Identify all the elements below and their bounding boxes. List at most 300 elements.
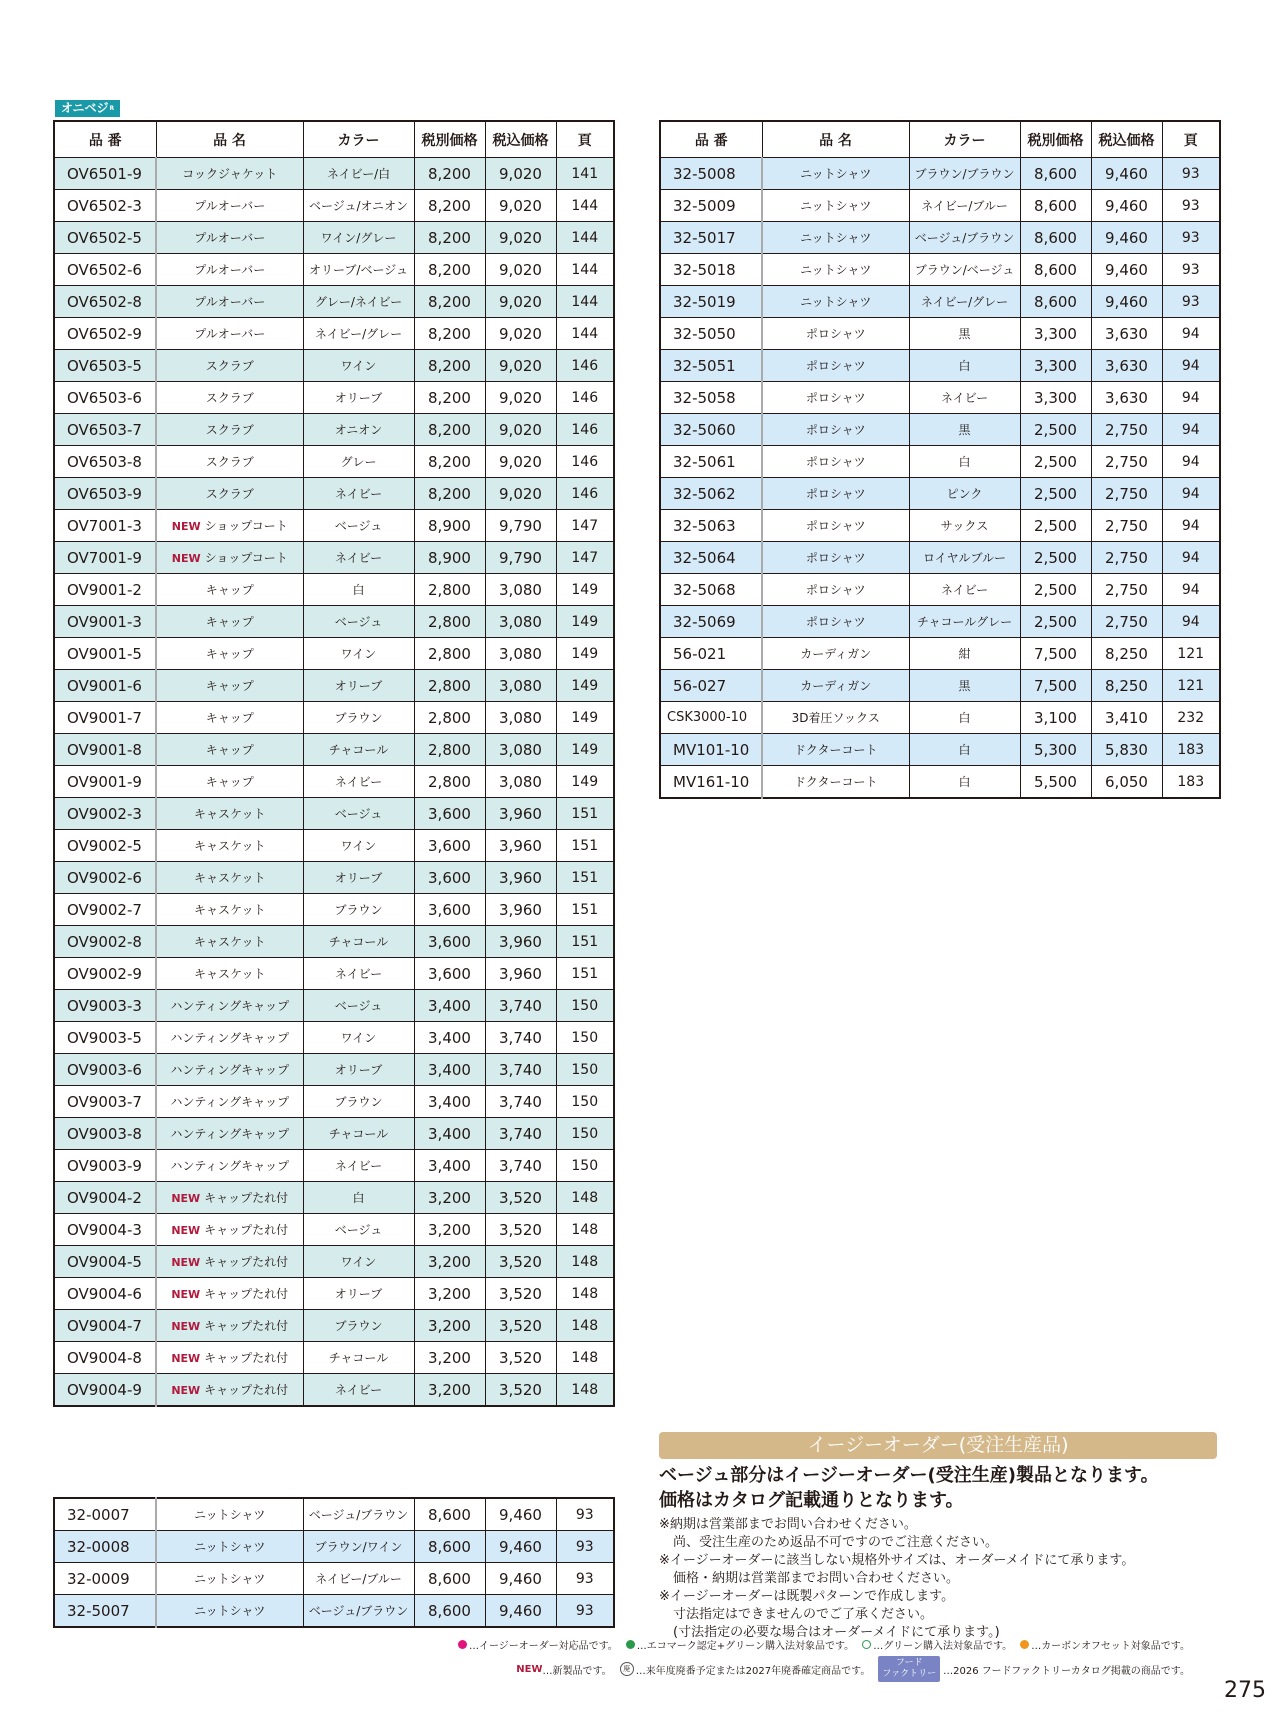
table-row	[54, 254, 614, 286]
price-excl-tax: 8,600	[414, 1563, 485, 1595]
catalog-page: 146	[556, 478, 614, 510]
page-number: 275	[1224, 1678, 1266, 1703]
price-excl-tax: 8,600	[414, 1531, 485, 1563]
product-code: OV9004-2	[54, 1182, 156, 1214]
product-code: OV6502-5	[54, 222, 156, 254]
product-name: ニットシャツ	[156, 1595, 303, 1628]
table-row	[660, 670, 1220, 702]
product-code: OV9002-8	[54, 926, 156, 958]
price-incl-tax: 3,520	[485, 1214, 556, 1246]
product-color: オリーブ	[303, 382, 414, 414]
product-name: プルオーバー	[156, 190, 303, 222]
table-row	[54, 318, 614, 350]
product-code: 32-5017	[660, 222, 762, 254]
product-color: ベージュ	[303, 606, 414, 638]
price-incl-tax: 9,020	[485, 414, 556, 446]
product-code: MV101-10	[660, 734, 762, 766]
product-code: OV6502-3	[54, 190, 156, 222]
legend-row-2	[508, 1656, 1190, 1682]
product-code: 32-5069	[660, 606, 762, 638]
product-name: ポロシャツ	[762, 318, 909, 350]
product-code: OV6502-6	[54, 254, 156, 286]
new-badge: NEW	[171, 1224, 201, 1237]
product-color: 黒	[909, 414, 1020, 446]
product-name: スクラブ	[156, 382, 303, 414]
product-code: 32-0008	[54, 1531, 156, 1563]
product-name: ハンティングキャップ	[156, 1022, 303, 1054]
product-color: ピンク	[909, 478, 1020, 510]
header-tax-price: 税込価格	[1091, 121, 1162, 158]
table-row	[54, 766, 614, 798]
header-color: カラー	[909, 121, 1020, 158]
product-name: ニットシャツ	[762, 222, 909, 254]
legend-item-green-purchase: …グリーン購入法対象品です。	[862, 1637, 1012, 1652]
table-row	[54, 958, 614, 990]
price-incl-tax: 9,020	[485, 382, 556, 414]
price-incl-tax: 2,750	[1091, 510, 1162, 542]
product-code: OV6503-5	[54, 350, 156, 382]
table-row	[54, 1086, 614, 1118]
price-excl-tax: 2,800	[414, 702, 485, 734]
catalog-page: 94	[1162, 574, 1220, 606]
catalog-page: 94	[1162, 606, 1220, 638]
price-incl-tax: 3,080	[485, 766, 556, 798]
catalog-page: 149	[556, 638, 614, 670]
product-name: NEW ショップコート	[156, 510, 303, 542]
price-incl-tax: 3,960	[485, 798, 556, 830]
product-color: ワイン	[303, 350, 414, 382]
price-excl-tax: 8,900	[414, 510, 485, 542]
product-name: NEW キャップたれ付	[156, 1374, 303, 1407]
product-color: ワイン	[303, 638, 414, 670]
product-code: OV9004-5	[54, 1246, 156, 1278]
table-row	[660, 734, 1220, 766]
catalog-page: 148	[556, 1310, 614, 1342]
price-incl-tax: 3,630	[1091, 318, 1162, 350]
product-color: ベージュ/ブラウン	[909, 222, 1020, 254]
table-row	[660, 446, 1220, 478]
catalog-page: 94	[1162, 510, 1220, 542]
price-excl-tax: 2,800	[414, 638, 485, 670]
price-incl-tax: 3,520	[485, 1310, 556, 1342]
product-name: キャップ	[156, 702, 303, 734]
price-incl-tax: 3,740	[485, 1054, 556, 1086]
product-color: 白	[303, 574, 414, 606]
catalog-page: 147	[556, 542, 614, 574]
price-excl-tax: 2,800	[414, 574, 485, 606]
price-excl-tax: 3,600	[414, 798, 485, 830]
price-excl-tax: 8,600	[1020, 158, 1091, 190]
catalog-page: 150	[556, 1054, 614, 1086]
registered-mark: R	[109, 105, 115, 112]
price-incl-tax: 2,750	[1091, 414, 1162, 446]
catalog-page: 94	[1162, 446, 1220, 478]
price-excl-tax: 3,600	[414, 894, 485, 926]
price-excl-tax: 7,500	[1020, 670, 1091, 702]
table-row	[54, 542, 614, 574]
product-name: ハンティングキャップ	[156, 1054, 303, 1086]
product-code: 32-5051	[660, 350, 762, 382]
catalog-page: 94	[1162, 478, 1220, 510]
product-color: 紺	[909, 638, 1020, 670]
price-incl-tax: 2,750	[1091, 574, 1162, 606]
product-name: ハンティングキャップ	[156, 990, 303, 1022]
catalog-page: 149	[556, 734, 614, 766]
price-excl-tax: 3,200	[414, 1182, 485, 1214]
product-name: NEW ショップコート	[156, 542, 303, 574]
product-name: ニットシャツ	[156, 1498, 303, 1531]
price-incl-tax: 9,460	[485, 1595, 556, 1628]
table-row	[54, 798, 614, 830]
price-excl-tax: 3,200	[414, 1342, 485, 1374]
price-incl-tax: 9,020	[485, 190, 556, 222]
table-row	[54, 1118, 614, 1150]
product-code: OV7001-3	[54, 510, 156, 542]
product-code: 32-5063	[660, 510, 762, 542]
table-row	[54, 670, 614, 702]
product-color: オリーブ/ベージュ	[303, 254, 414, 286]
product-table-bottom	[53, 1497, 615, 1628]
legend-row-1	[450, 1637, 1190, 1652]
price-excl-tax: 8,200	[414, 478, 485, 510]
price-incl-tax: 3,960	[485, 894, 556, 926]
table-row	[54, 1246, 614, 1278]
price-incl-tax: 3,080	[485, 702, 556, 734]
product-name: キャップ	[156, 734, 303, 766]
price-excl-tax: 8,200	[414, 350, 485, 382]
table-row	[54, 1498, 614, 1531]
catalog-page: 149	[556, 766, 614, 798]
product-color: ワイン	[303, 1246, 414, 1278]
table-row	[54, 478, 614, 510]
product-code: OV6503-7	[54, 414, 156, 446]
table-row	[54, 990, 614, 1022]
product-code: 32-5009	[660, 190, 762, 222]
table-row	[54, 702, 614, 734]
price-incl-tax: 9,460	[485, 1498, 556, 1531]
easy-order-note: (寸法指定の必要な場合はオーダーメイドにて承ります。)	[673, 1625, 1000, 1640]
product-color: 黒	[909, 318, 1020, 350]
table-header	[54, 121, 614, 158]
header-price: 税別価格	[414, 121, 485, 158]
table-row	[54, 286, 614, 318]
catalog-page: 146	[556, 382, 614, 414]
product-color: ネイビー	[909, 574, 1020, 606]
price-excl-tax: 3,400	[414, 1054, 485, 1086]
price-excl-tax: 3,400	[414, 1150, 485, 1182]
catalog-page: 151	[556, 958, 614, 990]
table-row	[54, 350, 614, 382]
product-name: ニットシャツ	[762, 254, 909, 286]
product-color: ブラウン	[303, 702, 414, 734]
easy-order-note: 価格・納期は営業部までお問い合わせください。	[673, 1571, 960, 1586]
easy-order-note: ※イージーオーダーに該当しない規格外サイズは、オーダーメイドにて承ります。	[659, 1553, 1135, 1568]
price-excl-tax: 8,600	[1020, 254, 1091, 286]
product-name: キャップ	[156, 670, 303, 702]
price-incl-tax: 9,020	[485, 446, 556, 478]
price-excl-tax: 8,600	[1020, 190, 1091, 222]
product-color: 白	[909, 702, 1020, 734]
header-name: 品 名	[762, 121, 909, 158]
product-code: OV6503-8	[54, 446, 156, 478]
catalog-page: 150	[556, 990, 614, 1022]
product-code: OV6503-9	[54, 478, 156, 510]
price-incl-tax: 5,830	[1091, 734, 1162, 766]
price-incl-tax: 3,410	[1091, 702, 1162, 734]
catalog-page: 93	[556, 1498, 614, 1531]
table-row	[54, 382, 614, 414]
product-color: 黒	[909, 670, 1020, 702]
product-color: ベージュ/ブラウン	[303, 1595, 414, 1628]
product-code: OV6502-8	[54, 286, 156, 318]
product-name: プルオーバー	[156, 318, 303, 350]
green-dot-icon	[626, 1640, 635, 1649]
header-tax-price: 税込価格	[485, 121, 556, 158]
catalog-page: 149	[556, 606, 614, 638]
price-incl-tax: 9,460	[1091, 254, 1162, 286]
product-name: ポロシャツ	[762, 606, 909, 638]
price-incl-tax: 9,460	[485, 1563, 556, 1595]
price-excl-tax: 3,600	[414, 958, 485, 990]
legend-item-discontinued: 廃 …来年度廃番予定または2027年廃番確定商品です。	[620, 1662, 871, 1677]
catalog-page: 150	[556, 1150, 614, 1182]
product-color: ネイビー	[303, 766, 414, 798]
price-excl-tax: 8,600	[414, 1498, 485, 1531]
price-excl-tax: 8,600	[414, 1595, 485, 1628]
new-badge: NEW	[171, 552, 201, 565]
price-incl-tax: 3,960	[485, 862, 556, 894]
product-code: OV9003-9	[54, 1150, 156, 1182]
product-color: オリーブ	[303, 862, 414, 894]
table-row	[54, 1182, 614, 1214]
price-excl-tax: 3,400	[414, 1118, 485, 1150]
price-incl-tax: 9,460	[1091, 286, 1162, 318]
product-color: ブラウン	[303, 1310, 414, 1342]
price-incl-tax: 9,020	[485, 350, 556, 382]
product-code: OV9002-7	[54, 894, 156, 926]
product-code: OV9002-9	[54, 958, 156, 990]
table-row	[660, 382, 1220, 414]
table-row	[660, 254, 1220, 286]
catalog-page: 93	[556, 1531, 614, 1563]
catalog-page: 148	[556, 1278, 614, 1310]
easy-order-lead-line: ベージュ部分はイージーオーダー(受注生産)製品となります。	[659, 1465, 1159, 1486]
catalog-page: 93	[1162, 222, 1220, 254]
price-incl-tax: 9,020	[485, 286, 556, 318]
price-incl-tax: 3,520	[485, 1374, 556, 1407]
product-code: OV9002-6	[54, 862, 156, 894]
catalog-page: 93	[1162, 254, 1220, 286]
legend-item-easy-order: …イージーオーダー対応品です。	[458, 1637, 618, 1652]
catalog-page: 232	[1162, 702, 1220, 734]
catalog-page: 94	[1162, 318, 1220, 350]
product-color: チャコール	[303, 1118, 414, 1150]
product-color: ブラウン	[303, 894, 414, 926]
product-color: 白	[303, 1182, 414, 1214]
catalog-page: 146	[556, 414, 614, 446]
product-name: ニットシャツ	[762, 286, 909, 318]
product-code: OV9004-7	[54, 1310, 156, 1342]
product-code: OV6503-6	[54, 382, 156, 414]
easy-order-note: 寸法指定はできませんのでご了承ください。	[673, 1607, 934, 1622]
product-name: NEW キャップたれ付	[156, 1182, 303, 1214]
legend-item-ecomark: …エコマーク認定+グリーン購入法対象品です。	[626, 1637, 854, 1652]
product-color: ワイン	[303, 830, 414, 862]
price-incl-tax: 2,750	[1091, 446, 1162, 478]
catalog-page: 148	[556, 1246, 614, 1278]
table-row	[660, 478, 1220, 510]
easy-order-banner: イージーオーダー(受注生産品)	[659, 1432, 1217, 1459]
table-row	[660, 158, 1220, 190]
catalog-page: 148	[556, 1374, 614, 1407]
price-incl-tax: 8,250	[1091, 638, 1162, 670]
new-badge: NEW	[171, 1192, 201, 1205]
catalog-page: 144	[556, 318, 614, 350]
catalog-page: 150	[556, 1086, 614, 1118]
product-color: チャコールグレー	[909, 606, 1020, 638]
table-row	[660, 286, 1220, 318]
product-color: ネイビー/グレー	[303, 318, 414, 350]
product-name: ポロシャツ	[762, 350, 909, 382]
legend-item-new: NEW …新製品です。	[516, 1663, 612, 1677]
table-row	[54, 1278, 614, 1310]
product-color: 白	[909, 350, 1020, 382]
catalog-page: 151	[556, 830, 614, 862]
product-color: ワイン/グレー	[303, 222, 414, 254]
product-name: キャスケット	[156, 926, 303, 958]
product-name: キャップ	[156, 606, 303, 638]
product-color: ロイヤルブルー	[909, 542, 1020, 574]
product-color: ベージュ	[303, 798, 414, 830]
product-name: コックジャケット	[156, 158, 303, 190]
product-code: OV9001-7	[54, 702, 156, 734]
price-incl-tax: 9,020	[485, 318, 556, 350]
price-excl-tax: 8,600	[1020, 286, 1091, 318]
product-name: プルオーバー	[156, 254, 303, 286]
product-code: OV9003-3	[54, 990, 156, 1022]
product-code: 32-5062	[660, 478, 762, 510]
catalog-page: 94	[1162, 382, 1220, 414]
green-ring-icon	[862, 1640, 871, 1649]
product-code: 32-5008	[660, 158, 762, 190]
catalog-page: 93	[556, 1595, 614, 1628]
product-color: ネイビー/ブルー	[303, 1563, 414, 1595]
table-row	[54, 222, 614, 254]
product-color: ネイビー	[303, 542, 414, 574]
price-excl-tax: 3,400	[414, 1086, 485, 1118]
price-excl-tax: 2,500	[1020, 446, 1091, 478]
header-page: 頁	[1162, 121, 1220, 158]
product-code: OV9003-7	[54, 1086, 156, 1118]
table-row	[54, 862, 614, 894]
price-excl-tax: 2,500	[1020, 510, 1091, 542]
product-code: OV9004-6	[54, 1278, 156, 1310]
header-code: 品 番	[660, 121, 762, 158]
product-name: キャップ	[156, 766, 303, 798]
product-name: ニットシャツ	[156, 1563, 303, 1595]
product-name: キャスケット	[156, 958, 303, 990]
product-table-left	[53, 120, 615, 1407]
header-price: 税別価格	[1020, 121, 1091, 158]
price-incl-tax: 9,020	[485, 254, 556, 286]
product-color: ブラウン/ブラウン	[909, 158, 1020, 190]
product-color: ベージュ/ブラウン	[303, 1498, 414, 1531]
price-incl-tax: 3,740	[485, 1150, 556, 1182]
table-row	[54, 190, 614, 222]
product-code: 32-5018	[660, 254, 762, 286]
product-name: キャスケット	[156, 830, 303, 862]
product-name: キャスケット	[156, 894, 303, 926]
table-row	[54, 1214, 614, 1246]
pink-dot-icon	[458, 1640, 467, 1649]
catalog-page: 94	[1162, 350, 1220, 382]
table-row	[54, 1374, 614, 1407]
product-name: ドクターコート	[762, 734, 909, 766]
product-name: ニットシャツ	[762, 190, 909, 222]
product-color: 白	[909, 734, 1020, 766]
product-code: OV6502-9	[54, 318, 156, 350]
product-name: プルオーバー	[156, 222, 303, 254]
new-icon: NEW	[516, 1663, 543, 1675]
price-incl-tax: 3,080	[485, 606, 556, 638]
price-excl-tax: 3,100	[1020, 702, 1091, 734]
price-incl-tax: 3,740	[485, 1086, 556, 1118]
product-code: 56-021	[660, 638, 762, 670]
price-excl-tax: 8,200	[414, 414, 485, 446]
brand-label	[55, 100, 120, 117]
easy-order-note: ※納期は営業部までお問い合わせください。	[659, 1517, 917, 1532]
table-row	[660, 574, 1220, 606]
table-row	[54, 446, 614, 478]
price-excl-tax: 2,500	[1020, 414, 1091, 446]
table-row	[54, 1531, 614, 1563]
catalog-page: 94	[1162, 542, 1220, 574]
product-color: ベージュ	[303, 510, 414, 542]
price-excl-tax: 5,500	[1020, 766, 1091, 799]
table-row	[660, 638, 1220, 670]
catalog-page: 144	[556, 254, 614, 286]
price-incl-tax: 3,740	[485, 1022, 556, 1054]
product-name: ポロシャツ	[762, 542, 909, 574]
table-row	[660, 350, 1220, 382]
price-excl-tax: 3,400	[414, 990, 485, 1022]
price-excl-tax: 3,200	[414, 1310, 485, 1342]
product-code: OV7001-9	[54, 542, 156, 574]
easy-order-notes	[659, 1516, 1134, 1642]
price-incl-tax: 8,250	[1091, 670, 1162, 702]
table-row	[54, 574, 614, 606]
price-excl-tax: 8,900	[414, 542, 485, 574]
product-name: NEW キャップたれ付	[156, 1342, 303, 1374]
catalog-page: 146	[556, 350, 614, 382]
product-code: CSK3000-10	[660, 702, 762, 734]
discontinued-icon: 廃	[620, 1662, 634, 1676]
catalog-page: 183	[1162, 734, 1220, 766]
price-incl-tax: 3,630	[1091, 382, 1162, 414]
easy-order-lead-line: 価格はカタログ記載通りとなります。	[659, 1490, 964, 1511]
price-incl-tax: 9,790	[485, 510, 556, 542]
new-badge: NEW	[171, 1352, 201, 1365]
price-incl-tax: 9,460	[1091, 190, 1162, 222]
product-code: OV9003-8	[54, 1118, 156, 1150]
table-row	[660, 766, 1220, 799]
table-row	[54, 606, 614, 638]
table-row	[660, 606, 1220, 638]
legend-item-carbon-offset: …カーボンオフセット対象品です。	[1020, 1637, 1190, 1652]
price-excl-tax: 8,200	[414, 254, 485, 286]
product-color: ネイビー/ブルー	[909, 190, 1020, 222]
product-name: ポロシャツ	[762, 510, 909, 542]
